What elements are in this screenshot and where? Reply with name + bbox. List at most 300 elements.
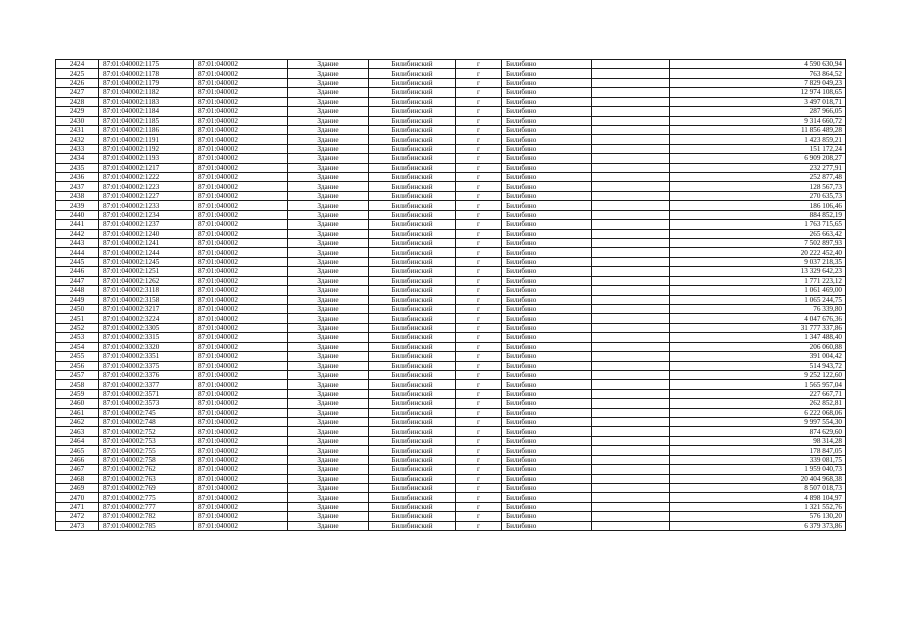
locality-name-cell: Билибино: [502, 352, 592, 361]
locality-prefix-cell: г: [456, 483, 502, 492]
locality-prefix-cell: г: [456, 144, 502, 153]
district-cell: Билибинский: [369, 173, 456, 182]
cadastral-value-cell: 7 829 049,23: [670, 78, 846, 87]
cadastral-value-cell: 206 060,88: [670, 342, 846, 351]
cadastral-block-cell: 87:01:040002: [194, 408, 288, 417]
object-type-cell: Здание: [288, 333, 369, 342]
cadastral-value-cell: 12 974 108,65: [670, 88, 846, 97]
table-row: [56, 418, 846, 427]
cadastral-number-cell: 87:01:040002:1237: [99, 220, 194, 229]
cadastral-block-cell: 87:01:040002: [194, 389, 288, 398]
locality-name-cell: Билибино: [502, 455, 592, 464]
object-type-cell: Здание: [288, 399, 369, 408]
object-type-cell: Здание: [288, 135, 369, 144]
locality-prefix-cell: г: [456, 304, 502, 313]
locality-name-cell: Билибино: [502, 267, 592, 276]
district-cell: Билибинский: [369, 436, 456, 445]
locality-name-cell: Билибино: [502, 154, 592, 163]
object-type-cell: Здание: [288, 323, 369, 332]
table-row: [56, 201, 846, 210]
cadastral-block-cell: 87:01:040002: [194, 154, 288, 163]
row-number-cell: 2459: [56, 389, 99, 398]
table-row: [56, 88, 846, 97]
empty-cell: [592, 521, 670, 530]
locality-prefix-cell: г: [456, 474, 502, 483]
locality-prefix-cell: г: [456, 493, 502, 502]
empty-cell: [592, 60, 670, 69]
locality-name-cell: Билибино: [502, 502, 592, 511]
cadastral-number-cell: 87:01:040002:3571: [99, 389, 194, 398]
locality-name-cell: Билибино: [502, 314, 592, 323]
district-cell: Билибинский: [369, 220, 456, 229]
row-number-cell: 2446: [56, 267, 99, 276]
cadastral-value-cell: 31 777 337,86: [670, 323, 846, 332]
object-type-cell: Здание: [288, 69, 369, 78]
district-cell: Билибинский: [369, 154, 456, 163]
locality-prefix-cell: г: [456, 173, 502, 182]
locality-name-cell: Билибино: [502, 342, 592, 351]
row-number-cell: 2469: [56, 483, 99, 492]
locality-prefix-cell: г: [456, 267, 502, 276]
table-row: [56, 210, 846, 219]
empty-cell: [592, 418, 670, 427]
cadastral-value-cell: 9 314 660,72: [670, 116, 846, 125]
cadastral-block-cell: 87:01:040002: [194, 418, 288, 427]
cadastral-value-cell: 1 771 223,12: [670, 276, 846, 285]
district-cell: Билибинский: [369, 427, 456, 436]
cadastral-block-cell: 87:01:040002: [194, 333, 288, 342]
empty-cell: [592, 370, 670, 379]
cadastral-number-cell: 87:01:040002:782: [99, 512, 194, 521]
locality-prefix-cell: г: [456, 418, 502, 427]
object-type-cell: Здание: [288, 483, 369, 492]
table-row: [56, 144, 846, 153]
empty-cell: [592, 314, 670, 323]
object-type-cell: Здание: [288, 154, 369, 163]
object-type-cell: Здание: [288, 239, 369, 248]
locality-prefix-cell: г: [456, 125, 502, 134]
locality-name-cell: Билибино: [502, 257, 592, 266]
row-number-cell: 2463: [56, 427, 99, 436]
locality-prefix-cell: г: [456, 352, 502, 361]
cadastral-block-cell: 87:01:040002: [194, 116, 288, 125]
district-cell: Билибинский: [369, 125, 456, 134]
empty-cell: [592, 436, 670, 445]
cadastral-block-cell: 87:01:040002: [194, 210, 288, 219]
empty-cell: [592, 408, 670, 417]
row-number-cell: 2465: [56, 446, 99, 455]
locality-prefix-cell: г: [456, 427, 502, 436]
district-cell: Билибинский: [369, 465, 456, 474]
district-cell: Билибинский: [369, 512, 456, 521]
row-number-cell: 2438: [56, 191, 99, 200]
object-type-cell: Здание: [288, 107, 369, 116]
cadastral-number-cell: 87:01:040002:1227: [99, 191, 194, 200]
district-cell: Билибинский: [369, 502, 456, 511]
cadastral-block-cell: 87:01:040002: [194, 323, 288, 332]
object-type-cell: Здание: [288, 229, 369, 238]
empty-cell: [592, 116, 670, 125]
cadastral-value-cell: 270 635,73: [670, 191, 846, 200]
row-number-cell: 2441: [56, 220, 99, 229]
locality-prefix-cell: г: [456, 154, 502, 163]
table-row: [56, 427, 846, 436]
empty-cell: [592, 173, 670, 182]
object-type-cell: Здание: [288, 465, 369, 474]
cadastral-number-cell: 87:01:040002:3320: [99, 342, 194, 351]
table-row: [56, 493, 846, 502]
table-row: [56, 304, 846, 313]
cadastral-block-cell: 87:01:040002: [194, 220, 288, 229]
table-row: [56, 512, 846, 521]
object-type-cell: Здание: [288, 248, 369, 257]
cadastral-value-cell: 339 081,75: [670, 455, 846, 464]
cadastral-block-cell: 87:01:040002: [194, 276, 288, 285]
cadastral-number-cell: 87:01:040002:1186: [99, 125, 194, 134]
cadastral-number-cell: 87:01:040002:1240: [99, 229, 194, 238]
cadastral-block-cell: 87:01:040002: [194, 107, 288, 116]
district-cell: Билибинский: [369, 248, 456, 257]
cadastral-value-cell: 186 106,46: [670, 201, 846, 210]
cadastral-number-cell: 87:01:040002:755: [99, 446, 194, 455]
locality-prefix-cell: г: [456, 78, 502, 87]
object-type-cell: Здание: [288, 521, 369, 530]
cadastral-value-cell: 262 852,81: [670, 399, 846, 408]
cadastral-number-cell: 87:01:040002:1178: [99, 69, 194, 78]
district-cell: Билибинский: [369, 267, 456, 276]
table-row: [56, 248, 846, 257]
table-row: [56, 380, 846, 389]
cadastral-value-cell: 1 565 957,04: [670, 380, 846, 389]
table-row: [56, 116, 846, 125]
district-cell: Билибинский: [369, 474, 456, 483]
table-row: [56, 267, 846, 276]
cadastral-value-cell: 3 497 018,71: [670, 97, 846, 106]
cadastral-number-cell: 87:01:040002:1223: [99, 182, 194, 191]
locality-name-cell: Билибино: [502, 97, 592, 106]
district-cell: Билибинский: [369, 304, 456, 313]
district-cell: Билибинский: [369, 201, 456, 210]
district-cell: Билибинский: [369, 399, 456, 408]
cadastral-value-cell: 514 943,72: [670, 361, 846, 370]
empty-cell: [592, 154, 670, 163]
cadastral-value-cell: 874 629,60: [670, 427, 846, 436]
district-cell: Билибинский: [369, 88, 456, 97]
district-cell: Билибинский: [369, 191, 456, 200]
cadastral-block-cell: 87:01:040002: [194, 361, 288, 370]
empty-cell: [592, 267, 670, 276]
object-type-cell: Здание: [288, 352, 369, 361]
cadastral-number-cell: 87:01:040002:748: [99, 418, 194, 427]
empty-cell: [592, 135, 670, 144]
locality-name-cell: Билибино: [502, 69, 592, 78]
locality-name-cell: Билибино: [502, 474, 592, 483]
cadastral-value-cell: 9 037 218,35: [670, 257, 846, 266]
object-type-cell: Здание: [288, 389, 369, 398]
object-type-cell: Здание: [288, 125, 369, 134]
table-row: [56, 191, 846, 200]
empty-cell: [592, 446, 670, 455]
object-type-cell: Здание: [288, 257, 369, 266]
object-type-cell: Здание: [288, 361, 369, 370]
row-number-cell: 2435: [56, 163, 99, 172]
table-row: [56, 389, 846, 398]
table-row: [56, 107, 846, 116]
locality-name-cell: Билибино: [502, 521, 592, 530]
locality-name-cell: Билибино: [502, 408, 592, 417]
object-type-cell: Здание: [288, 163, 369, 172]
locality-name-cell: Билибино: [502, 229, 592, 238]
locality-name-cell: Билибино: [502, 370, 592, 379]
object-type-cell: Здание: [288, 88, 369, 97]
table-row: [56, 295, 846, 304]
table-row: [56, 361, 846, 370]
district-cell: Билибинский: [369, 370, 456, 379]
object-type-cell: Здание: [288, 474, 369, 483]
cadastral-value-cell: 227 667,71: [670, 389, 846, 398]
locality-name-cell: Билибино: [502, 389, 592, 398]
object-type-cell: Здание: [288, 210, 369, 219]
locality-prefix-cell: г: [456, 116, 502, 125]
row-number-cell: 2442: [56, 229, 99, 238]
table-row: [56, 399, 846, 408]
locality-prefix-cell: г: [456, 201, 502, 210]
empty-cell: [592, 474, 670, 483]
empty-cell: [592, 182, 670, 191]
object-type-cell: Здание: [288, 314, 369, 323]
locality-prefix-cell: г: [456, 182, 502, 191]
cadastral-value-cell: 8 507 018,73: [670, 483, 846, 492]
object-type-cell: Здание: [288, 418, 369, 427]
row-number-cell: 2454: [56, 342, 99, 351]
empty-cell: [592, 125, 670, 134]
locality-prefix-cell: г: [456, 220, 502, 229]
locality-name-cell: Билибино: [502, 201, 592, 210]
locality-prefix-cell: г: [456, 512, 502, 521]
row-number-cell: 2460: [56, 399, 99, 408]
locality-prefix-cell: г: [456, 97, 502, 106]
empty-cell: [592, 78, 670, 87]
empty-cell: [592, 220, 670, 229]
locality-name-cell: Билибино: [502, 304, 592, 313]
cadastral-block-cell: 87:01:040002: [194, 60, 288, 69]
cadastral-value-cell: 763 864,52: [670, 69, 846, 78]
district-cell: Билибинский: [369, 521, 456, 530]
district-cell: Билибинский: [369, 144, 456, 153]
empty-cell: [592, 323, 670, 332]
locality-prefix-cell: г: [456, 333, 502, 342]
empty-cell: [592, 248, 670, 257]
empty-cell: [592, 502, 670, 511]
table-row: [56, 455, 846, 464]
locality-name-cell: Билибино: [502, 163, 592, 172]
cadastral-block-cell: 87:01:040002: [194, 314, 288, 323]
cadastral-number-cell: 87:01:040002:3573: [99, 399, 194, 408]
locality-name-cell: Билибино: [502, 295, 592, 304]
table-row: [56, 286, 846, 295]
locality-prefix-cell: г: [456, 295, 502, 304]
cadastral-number-cell: 87:01:040002:1217: [99, 163, 194, 172]
object-type-cell: Здание: [288, 502, 369, 511]
district-cell: Билибинский: [369, 333, 456, 342]
locality-prefix-cell: г: [456, 370, 502, 379]
cadastral-value-cell: 232 277,91: [670, 163, 846, 172]
district-cell: Билибинский: [369, 135, 456, 144]
locality-prefix-cell: г: [456, 408, 502, 417]
table-row: [56, 257, 846, 266]
row-number-cell: 2470: [56, 493, 99, 502]
district-cell: Билибинский: [369, 229, 456, 238]
cadastral-value-cell: 6 379 373,86: [670, 521, 846, 530]
cadastral-value-cell: 884 852,19: [670, 210, 846, 219]
locality-name-cell: Билибино: [502, 399, 592, 408]
cadastral-block-cell: 87:01:040002: [194, 521, 288, 530]
object-type-cell: Здание: [288, 295, 369, 304]
empty-cell: [592, 88, 670, 97]
row-number-cell: 2466: [56, 455, 99, 464]
empty-cell: [592, 399, 670, 408]
locality-prefix-cell: г: [456, 389, 502, 398]
empty-cell: [592, 163, 670, 172]
locality-prefix-cell: г: [456, 239, 502, 248]
cadastral-block-cell: 87:01:040002: [194, 267, 288, 276]
empty-cell: [592, 257, 670, 266]
locality-name-cell: Билибино: [502, 465, 592, 474]
table-row: [56, 239, 846, 248]
cadastral-value-cell: 151 172,24: [670, 144, 846, 153]
table-row: [56, 446, 846, 455]
object-type-cell: Здание: [288, 455, 369, 464]
object-type-cell: Здание: [288, 436, 369, 445]
empty-cell: [592, 493, 670, 502]
cadastral-block-cell: 87:01:040002: [194, 229, 288, 238]
cadastral-number-cell: 87:01:040002:1192: [99, 144, 194, 153]
district-cell: Билибинский: [369, 107, 456, 116]
cadastral-value-cell: 1 423 859,21: [670, 135, 846, 144]
cadastral-block-cell: 87:01:040002: [194, 182, 288, 191]
district-cell: Билибинский: [369, 389, 456, 398]
row-number-cell: 2428: [56, 97, 99, 106]
row-number-cell: 2457: [56, 370, 99, 379]
cadastral-block-cell: 87:01:040002: [194, 295, 288, 304]
row-number-cell: 2440: [56, 210, 99, 219]
locality-name-cell: Билибино: [502, 173, 592, 182]
empty-cell: [592, 201, 670, 210]
locality-name-cell: Билибино: [502, 144, 592, 153]
empty-cell: [592, 295, 670, 304]
table-body: [56, 60, 846, 531]
cadastral-block-cell: 87:01:040002: [194, 380, 288, 389]
cadastral-block-cell: 87:01:040002: [194, 342, 288, 351]
table-row: [56, 276, 846, 285]
locality-name-cell: Билибино: [502, 380, 592, 389]
object-type-cell: Здание: [288, 191, 369, 200]
cadastral-block-cell: 87:01:040002: [194, 455, 288, 464]
row-number-cell: 2444: [56, 248, 99, 257]
row-number-cell: 2473: [56, 521, 99, 530]
row-number-cell: 2451: [56, 314, 99, 323]
row-number-cell: 2427: [56, 88, 99, 97]
district-cell: Билибинский: [369, 257, 456, 266]
locality-name-cell: Билибино: [502, 191, 592, 200]
cadastral-block-cell: 87:01:040002: [194, 446, 288, 455]
object-type-cell: Здание: [288, 60, 369, 69]
table-row: [56, 436, 846, 445]
locality-prefix-cell: г: [456, 502, 502, 511]
cadastral-block-cell: 87:01:040002: [194, 465, 288, 474]
cadastral-block-cell: 87:01:040002: [194, 399, 288, 408]
cadastral-block-cell: 87:01:040002: [194, 502, 288, 511]
empty-cell: [592, 389, 670, 398]
object-type-cell: Здание: [288, 173, 369, 182]
table-row: [56, 173, 846, 182]
cadastral-value-cell: 1 065 244,75: [670, 295, 846, 304]
district-cell: Билибинский: [369, 314, 456, 323]
table-row: [56, 370, 846, 379]
locality-prefix-cell: г: [456, 257, 502, 266]
locality-name-cell: Билибино: [502, 116, 592, 125]
cadastral-value-cell: 576 130,20: [670, 512, 846, 521]
cadastral-number-cell: 87:01:040002:3118: [99, 286, 194, 295]
table-row: [56, 163, 846, 172]
cadastral-number-cell: 87:01:040002:3305: [99, 323, 194, 332]
cadastral-block-cell: 87:01:040002: [194, 436, 288, 445]
cadastral-number-cell: 87:01:040002:1175: [99, 60, 194, 69]
district-cell: Билибинский: [369, 483, 456, 492]
locality-prefix-cell: г: [456, 455, 502, 464]
locality-prefix-cell: г: [456, 135, 502, 144]
row-number-cell: 2437: [56, 182, 99, 191]
row-number-cell: 2424: [56, 60, 99, 69]
cadastral-block-cell: 87:01:040002: [194, 257, 288, 266]
table-row: [56, 352, 846, 361]
locality-name-cell: Билибино: [502, 427, 592, 436]
cadastral-value-cell: 4 047 676,36: [670, 314, 846, 323]
document-page: [55, 59, 845, 531]
cadastral-number-cell: 87:01:040002:1191: [99, 135, 194, 144]
cadastral-number-cell: 87:01:040002:775: [99, 493, 194, 502]
object-type-cell: Здание: [288, 78, 369, 87]
cadastral-number-cell: 87:01:040002:758: [99, 455, 194, 464]
empty-cell: [592, 380, 670, 389]
locality-prefix-cell: г: [456, 446, 502, 455]
row-number-cell: 2452: [56, 323, 99, 332]
table-row: [56, 154, 846, 163]
cadastral-block-cell: 87:01:040002: [194, 427, 288, 436]
cadastral-number-cell: 87:01:040002:3375: [99, 361, 194, 370]
cadastral-value-cell: 178 847,05: [670, 446, 846, 455]
district-cell: Билибинский: [369, 352, 456, 361]
row-number-cell: 2432: [56, 135, 99, 144]
table-row: [56, 465, 846, 474]
district-cell: Билибинский: [369, 163, 456, 172]
cadastral-block-cell: 87:01:040002: [194, 135, 288, 144]
cadastral-block-cell: 87:01:040002: [194, 286, 288, 295]
empty-cell: [592, 229, 670, 238]
district-cell: Билибинский: [369, 69, 456, 78]
object-type-cell: Здание: [288, 512, 369, 521]
locality-prefix-cell: г: [456, 88, 502, 97]
locality-name-cell: Билибино: [502, 361, 592, 370]
district-cell: Билибинский: [369, 295, 456, 304]
empty-cell: [592, 144, 670, 153]
cadastral-value-cell: 7 502 897,93: [670, 239, 846, 248]
cadastral-number-cell: 87:01:040002:1222: [99, 173, 194, 182]
district-cell: Билибинский: [369, 361, 456, 370]
row-number-cell: 2462: [56, 418, 99, 427]
locality-prefix-cell: г: [456, 361, 502, 370]
row-number-cell: 2447: [56, 276, 99, 285]
